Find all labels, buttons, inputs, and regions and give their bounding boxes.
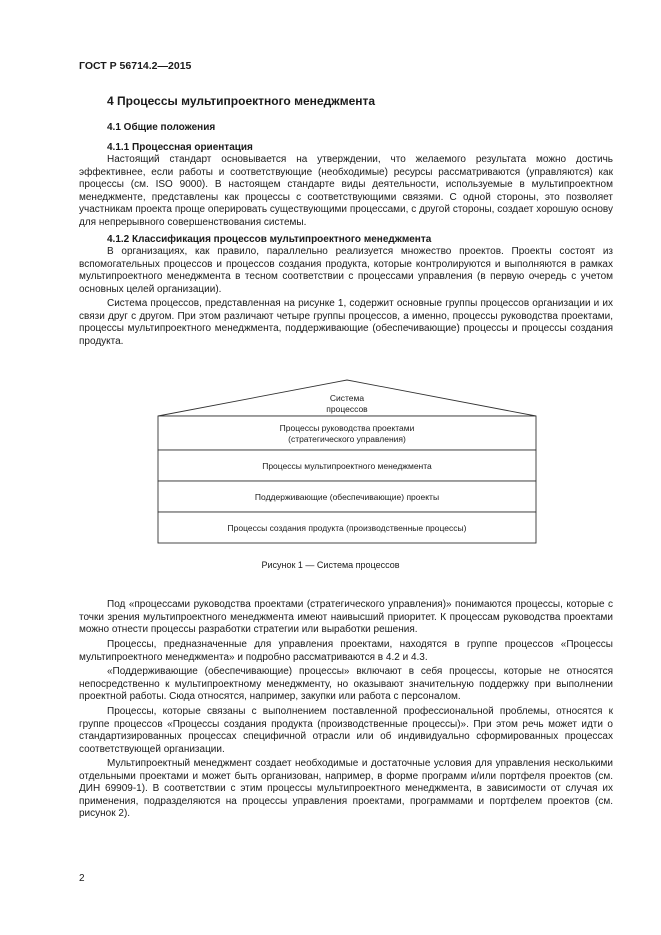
paragraph: Процессы, предназначенные для управления проектами, находятся в группе процессов «Процессы мультипроектного менеджмента» и подробно рассматриваются в 4.2 и 4.3. — [79, 639, 613, 663]
document-code: ГОСТ Р 56714.2—2015 — [79, 60, 192, 72]
subsection-title: 4.1 Общие положения — [107, 122, 216, 133]
figure-caption: Рисунок 1 — Система процессов — [261, 560, 400, 570]
diagram-svg — [157, 379, 537, 549]
paragraph: Процессы, которые связаны с выполнением поставленной профессиональной проблемы, относятся к группе процессов «Процессы создания продукта (производственные процессы)». При этом речь может идти о стандартизированных процессах специфичной отрасли или об индивидуально сформированных процессах соответствующей организации. — [79, 706, 613, 755]
diagram-row-strategic — [158, 416, 536, 450]
process-system-diagram — [157, 379, 537, 554]
roof-label-line1: Система — [329, 393, 365, 403]
paragraph: «Поддерживающие (обеспечивающие) процессы» включают в себя процессы, которые не относятся непосредственно к мультипроектному менеджменту, но оказывают значительную поддержку при выполнении проектной работы. Сюда относятся, например, закупки или работа с персоналом. — [79, 666, 613, 703]
page-number: 2 — [79, 873, 85, 884]
paragraph: Мультипроектный менеджмент создает необходимые и достаточные условия для управления несколькими отдельными проектами и может быть организован, например, в форме программ и/или портфеля проектов (см. ДИН 69909-1). В соответствии с этим процессы мультипроектного менеджмента, в зависимости от случая их применения, подразделяются на процессы управления проектами, программами и портфелем проектов (см. рисунок 2). — [79, 758, 613, 820]
row-strategic-line2: (стратегического управления) — [288, 434, 406, 444]
roof-label-line2: процессов — [326, 404, 368, 414]
subsubsection-title: 4.1.1 Процессная ориентация — [107, 142, 253, 153]
paragraph: Настоящий стандарт основывается на утверждении, что желаемого результата можно достичь эффективнее, если работы и соответствующие (необходимые) ресурсы рассматриваются (управляются) как процессы (см. ISO 9000). В настоящем стандарте виды деятельности, используемые в мультипроектном менеджменте, представлены как процессы с соответствующими связями. С одной стороны, это позволяет участникам проекта проще оперировать существующими процессами, с другой стороны, создает хорошую основу для непрерывного совершенствования системы. — [79, 154, 613, 228]
paragraph: В организациях, как правило, параллельно реализуется множество проектов. Проекты состоят из вспомогательных процессов и процессов создания продукта, которые контролируются и выполняются в рамках мультипроектного менеджмента в тесном соответствии с процессами управления (в первую очередь с учетом основных целей организации). — [79, 246, 613, 295]
paragraph: Система процессов, представленная на рисунке 1, содержит основные группы процессов организации и их связи друг с другом. При этом различают четыре группы процессов, а именно, процессы руководства проектами, процессы мультипроектного менеджмента, поддерживающие (обеспечивающие) процессы и процессы создания продукта. — [79, 298, 613, 347]
subsubsection-title: 4.1.2 Классификация процессов мультипроектного менеджмента — [107, 234, 432, 245]
row-strategic-line1: Процессы руководства проектами — [279, 423, 415, 433]
row-multiproject-label: Процессы мультипроектного менеджмента — [262, 461, 432, 471]
row-production-label: Процессы создания продукта (производственные процессы) — [227, 523, 467, 533]
row-supporting-label: Поддерживающие (обеспечивающие) проекты — [254, 492, 440, 502]
paragraph: Под «процессами руководства проектами (стратегического управления)» понимаются процессы, которые с точки зрения мультипроектного менеджмента имеют наивысший приоритет. К процессам руководства проектами можно отнести процессы разработки стратегии или выработки решения. — [79, 599, 613, 636]
section-title: 4 Процессы мультипроектного менеджмента — [107, 94, 376, 108]
